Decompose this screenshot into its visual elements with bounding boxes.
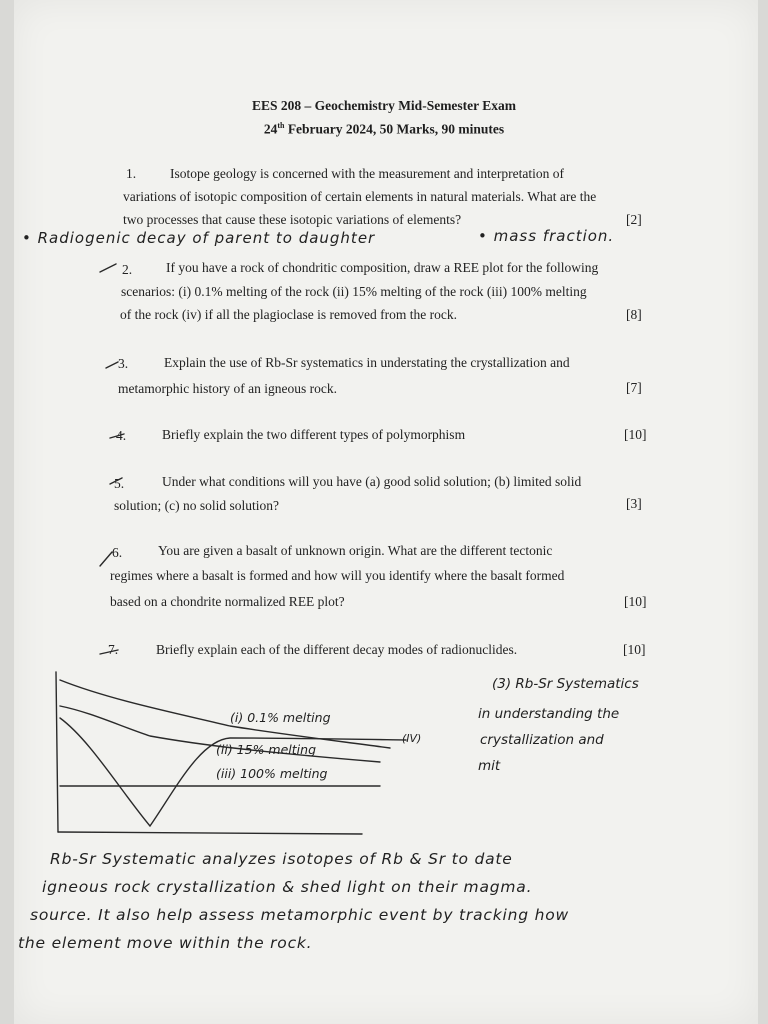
note-line-4: mit (478, 758, 501, 774)
question-5-line-1: Under what conditions will you have (a) good solid solution; (b) limited solid (162, 474, 582, 489)
question-6-marks: [10] (624, 594, 647, 609)
question-5-number: 5. (114, 476, 125, 491)
question-5-line-2: solution; (c) no solid solution? (114, 498, 279, 513)
question-6-line-1: You are given a basalt of unknown origin. What are the different tectonic (158, 543, 553, 558)
question-3-number: 3. (118, 356, 129, 371)
answer-3-line-3: source. It also help assess metamorphic event by tracking how (30, 906, 569, 924)
exam-title: EES 208 – Geochemistry Mid-Semester Exam (251, 98, 517, 113)
note-line-2: in understanding the (478, 706, 620, 722)
question-4-line-1: Briefly explain the two different types of polymorphism (162, 427, 466, 442)
answer-3-line-4: the element move within the rock. (18, 934, 313, 952)
note-line-3: crystallization and (480, 732, 604, 748)
question-4-marks: [10] (624, 427, 647, 442)
question-6-number: 6. (112, 545, 123, 560)
question-5-marks: [3] (626, 496, 642, 511)
label-curve-ii: (ii) 15% melting (216, 742, 316, 757)
question-7-marks: [10] (623, 642, 646, 657)
question-2-line-3: of the rock (iv) if all the plagioclase is removed from the rock. (120, 307, 458, 322)
date-details: February 2024, 50 Marks, 90 minutes (284, 121, 505, 137)
question-3-line-2: metamorphic history of an igneous rock. (118, 381, 337, 396)
handwritten-answer-1-right: • mass fraction. (478, 227, 615, 245)
label-curve-i: (i) 0.1% melting (230, 710, 331, 725)
date-day: 24 (263, 121, 278, 137)
question-3-marks: [7] (626, 380, 642, 395)
sketch-y-axis (56, 672, 58, 832)
label-curve-iv: (IV) (402, 732, 422, 745)
date-suffix: th (277, 121, 285, 130)
question-1-marks: [2] (626, 212, 642, 227)
sketch-x-axis (58, 832, 362, 834)
question-7-number: 7. (108, 642, 119, 657)
question-1-line-3: two processes that cause these isotopic variations of elements? (123, 212, 462, 227)
question-4-number: 4. (116, 428, 127, 443)
question-2-marks: [8] (626, 307, 642, 322)
question-1-number: 1. (126, 166, 137, 181)
question-3-line-1: Explain the use of Rb-Sr systematics in understating the crystallization and (164, 355, 570, 370)
question-2-line-2: scenarios: (i) 0.1% melting of the rock (ii) 15% melting of the rock (iii) 100% melting (121, 284, 587, 299)
question-1-line-2: variations of isotopic composition of certain elements in natural materials. What are the (123, 189, 597, 204)
question-7-line-1: Briefly explain each of the different decay modes of radionuclides. (156, 642, 518, 657)
label-curve-iii: (iii) 100% melting (216, 766, 328, 781)
question-6-line-3: based on a chondrite normalized REE plot? (110, 594, 345, 609)
answer-3-line-1: Rb-Sr Systematic analyzes isotopes of Rb & Sr to date (50, 850, 513, 868)
question-2-number: 2. (122, 262, 133, 277)
curve-i (60, 680, 390, 748)
question-6-line-2: regimes where a basalt is formed and how will you identify where the basalt formed (110, 568, 565, 583)
note-line-1: (3) Rb-Sr Systematics (492, 676, 639, 692)
answer-3-line-2: igneous rock crystallization & shed light on their magma. (42, 878, 533, 896)
question-2-line-1: If you have a rock of chondritic composition, draw a REE plot for the following (166, 260, 599, 275)
handwritten-answer-1-left: • Radiogenic decay of parent to daughter (22, 229, 376, 247)
question-1-line-1: Isotope geology is concerned with the measurement and interpretation of (170, 166, 564, 181)
